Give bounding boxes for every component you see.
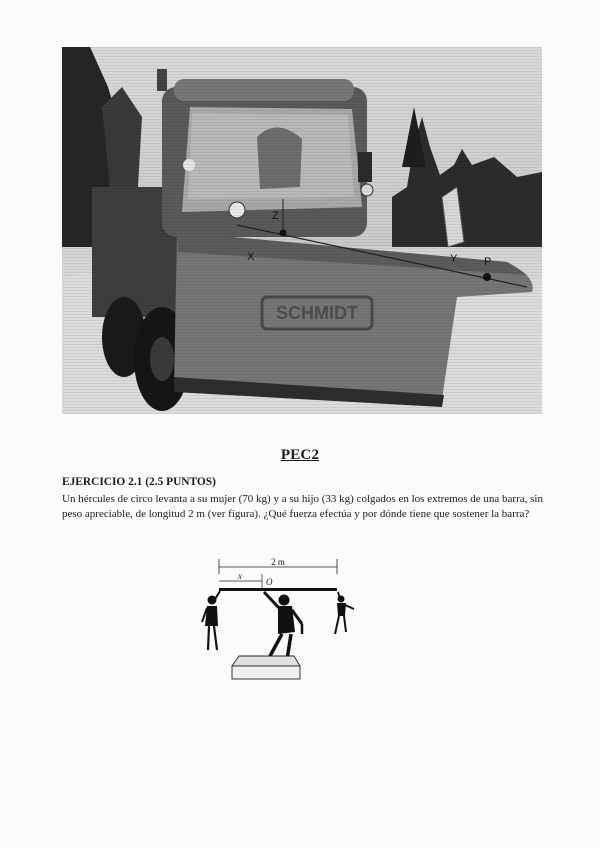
distance-x-label: x [238, 571, 242, 581]
point-o-label: O [266, 577, 273, 587]
hercules-figure [264, 592, 302, 666]
pedestal [232, 656, 300, 679]
page-title: PEC2 [280, 447, 320, 463]
child-figure [335, 592, 354, 634]
exercise-statement: Un hércules de circo levanta a su mujer (70 kg) y a su hijo (33 kg) colgados en los extremos de una barra, sin peso apreciable, de longitud 2 m (ver figura). ¿Qué fuerza efectúa y por dónde tiene que sostener la barra? [62, 493, 543, 520]
snowplow-truck-photo [62, 47, 542, 414]
exercise-heading: EJERCICIO 2.1 (2.5 PUNTOS) [62, 476, 216, 488]
bar-length-label: 2 m [271, 557, 285, 567]
woman-figure [202, 591, 220, 650]
hercules-bar-figure [198, 554, 368, 690]
